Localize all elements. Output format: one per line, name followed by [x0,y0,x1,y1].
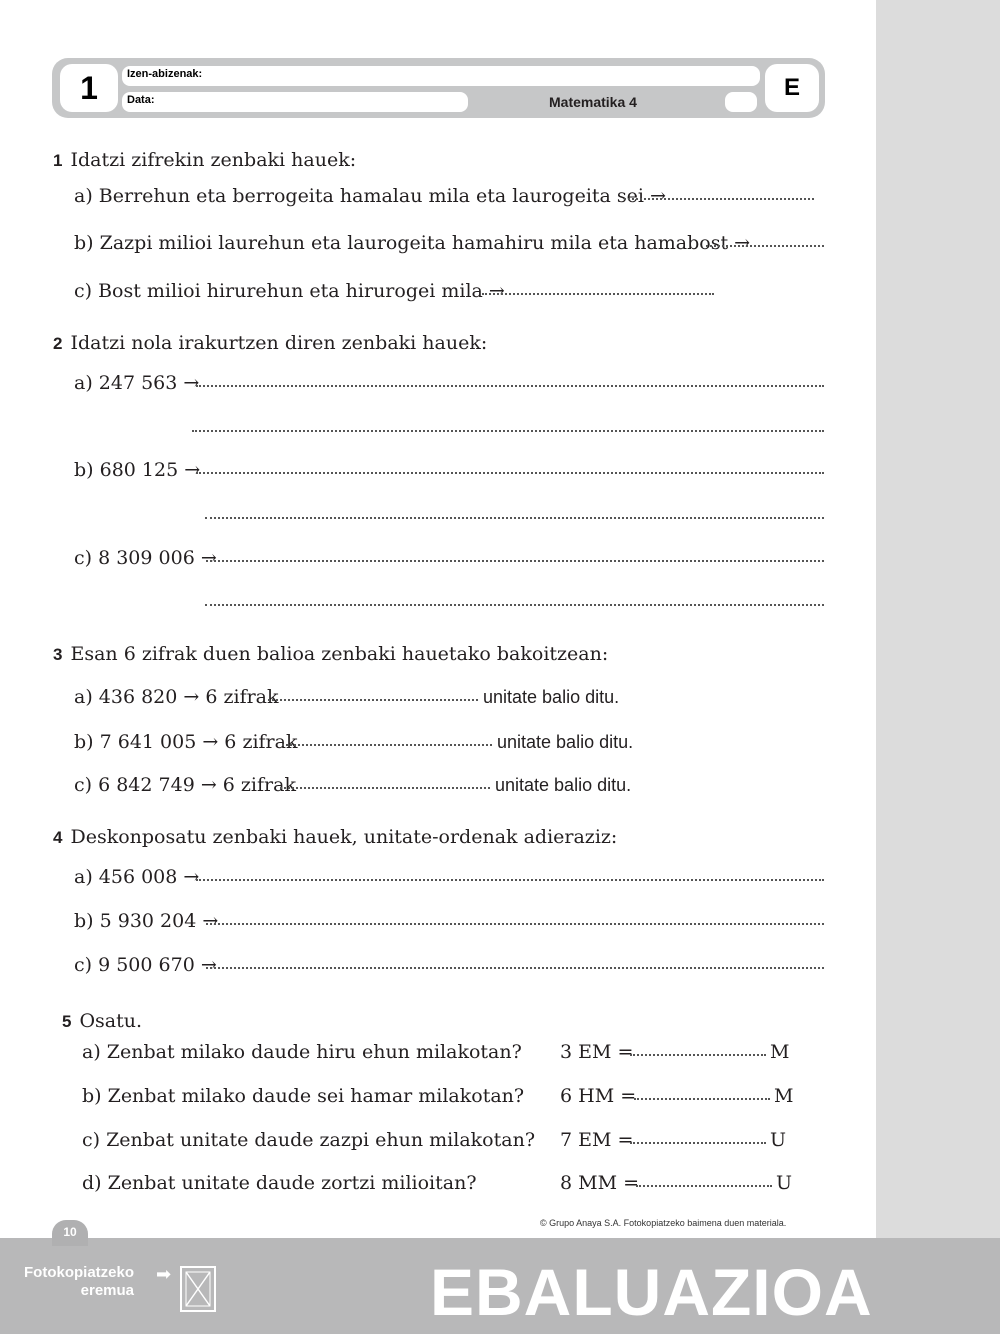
q3c-answer-line[interactable] [280,787,490,789]
section-title: EBALUAZIOA [430,1255,873,1329]
q5c-answer-line[interactable] [630,1142,766,1144]
q4-title: Deskonposatu zenbaki hauek, unitate-ordenak adieraziz: [70,826,618,848]
q1c-text: c) Bost milioi hirurehun eta hirurogei mila → [74,280,505,302]
extra-field[interactable] [725,92,757,112]
date-field[interactable] [122,92,468,112]
name-field[interactable] [122,66,760,86]
date-label: Data: [127,94,155,106]
q3-heading [53,642,608,667]
q3a-text: a) 436 820 → 6 zifrak [74,686,279,708]
arrow-right-icon: ➡ [156,1264,172,1285]
q4-heading [53,825,617,850]
worksheet-header [52,58,825,118]
q5b-question: b) Zenbat milako daude sei hamar milakotan? [82,1085,525,1107]
q5-number: 5 [62,1012,72,1031]
q5a-unit: M [770,1041,790,1063]
photocopy-label-line2: eremua [80,1282,135,1299]
q5-title: Osatu. [79,1010,143,1032]
q5d-unit: U [776,1172,793,1194]
q2c-answer-line-2[interactable] [205,604,824,606]
page-number: 10 [52,1220,88,1246]
q5a-equation: 3 EM = [560,1041,634,1063]
subject-title: Matematika 4 [549,94,637,110]
q4c-answer-line[interactable] [206,967,824,969]
q5c-question: c) Zenbat unitate daude zazpi ehun milakotan? [82,1129,536,1151]
q3b-suffix: unitate balio ditu. [497,732,634,752]
photocopy-box-icon [180,1266,216,1312]
photocopy-area-label [24,1264,134,1300]
q4a-answer-line[interactable] [196,879,824,881]
q2a-text: a) 247 563 → [74,372,200,394]
q3b-text: b) 7 641 005 → 6 zifrak [74,731,298,753]
unit-number: 1 [60,64,118,112]
q1a-text: a) Berrehun eta berrogeita hamalau mila eta laurogeita sei → [74,185,666,207]
q3c-text: c) 6 842 749 → 6 zifrak [74,774,296,796]
q1c-answer-line[interactable] [482,293,714,295]
q1a-answer-line[interactable] [624,198,814,200]
photocopy-label-line1: Fotokopiatzeko [24,1264,135,1281]
q2-number: 2 [53,334,63,353]
copyright-notice: © Grupo Anaya S.A. Fotokopiatzeko baimena duen materiala. [540,1218,787,1228]
q5a-question: a) Zenbat milako daude hiru ehun milakotan? [82,1041,522,1063]
q5b-unit: M [774,1085,794,1107]
crossed-box-icon [182,1268,214,1310]
q5d-answer-line[interactable] [636,1185,772,1187]
q2b-answer-line-1[interactable] [196,472,824,474]
q1b-answer-line[interactable] [706,245,824,247]
q4c-text: c) 9 500 670 → [74,954,217,976]
right-margin-band [876,0,1000,1238]
q5a-answer-line[interactable] [630,1054,766,1056]
q5b-equation: 6 HM = [560,1085,637,1107]
q5b-answer-line[interactable] [634,1098,770,1100]
name-label: Izen-abizenak: [127,68,203,80]
q1-number: 1 [53,151,63,170]
q4b-answer-line[interactable] [206,923,824,925]
q1-heading [53,148,356,173]
q3a-suffix: unitate balio ditu. [483,687,620,707]
q4a-text: a) 456 008 → [74,866,200,888]
q4-number: 4 [53,828,63,847]
q3a-answer-line[interactable] [268,699,478,701]
q5-heading [62,1009,142,1034]
q1b-text: b) Zazpi milioi laurehun eta laurogeita hamahiru mila eta hamabost → [74,232,751,254]
q2a-answer-line-1[interactable] [196,385,824,387]
q2c-text: c) 8 309 006 → [74,547,217,569]
q5c-equation: 7 EM = [560,1129,634,1151]
q3-title: Esan 6 zifrak duen balioa zenbaki hauetako bakoitzean: [70,643,609,665]
q2b-text: b) 680 125 → [74,459,201,481]
q2b-answer-line-2[interactable] [205,517,824,519]
q5c-unit: U [770,1129,787,1151]
q2-heading [53,331,487,356]
q3b-answer-line[interactable] [282,744,492,746]
q3-number: 3 [53,645,63,664]
q1-title: Idatzi zifrekin zenbaki hauek: [70,149,357,171]
q5d-question: d) Zenbat unitate daude zortzi milioitan? [82,1172,477,1194]
q4b-text: b) 5 930 204 → [74,910,219,932]
q2-title: Idatzi nola irakurtzen diren zenbaki hauek: [70,332,488,354]
q2c-answer-line-1[interactable] [206,560,824,562]
q2a-answer-line-2[interactable] [192,430,824,432]
q3c-suffix: unitate balio ditu. [495,775,632,795]
level-letter: E [765,64,819,112]
q5d-equation: 8 MM = [560,1172,639,1194]
